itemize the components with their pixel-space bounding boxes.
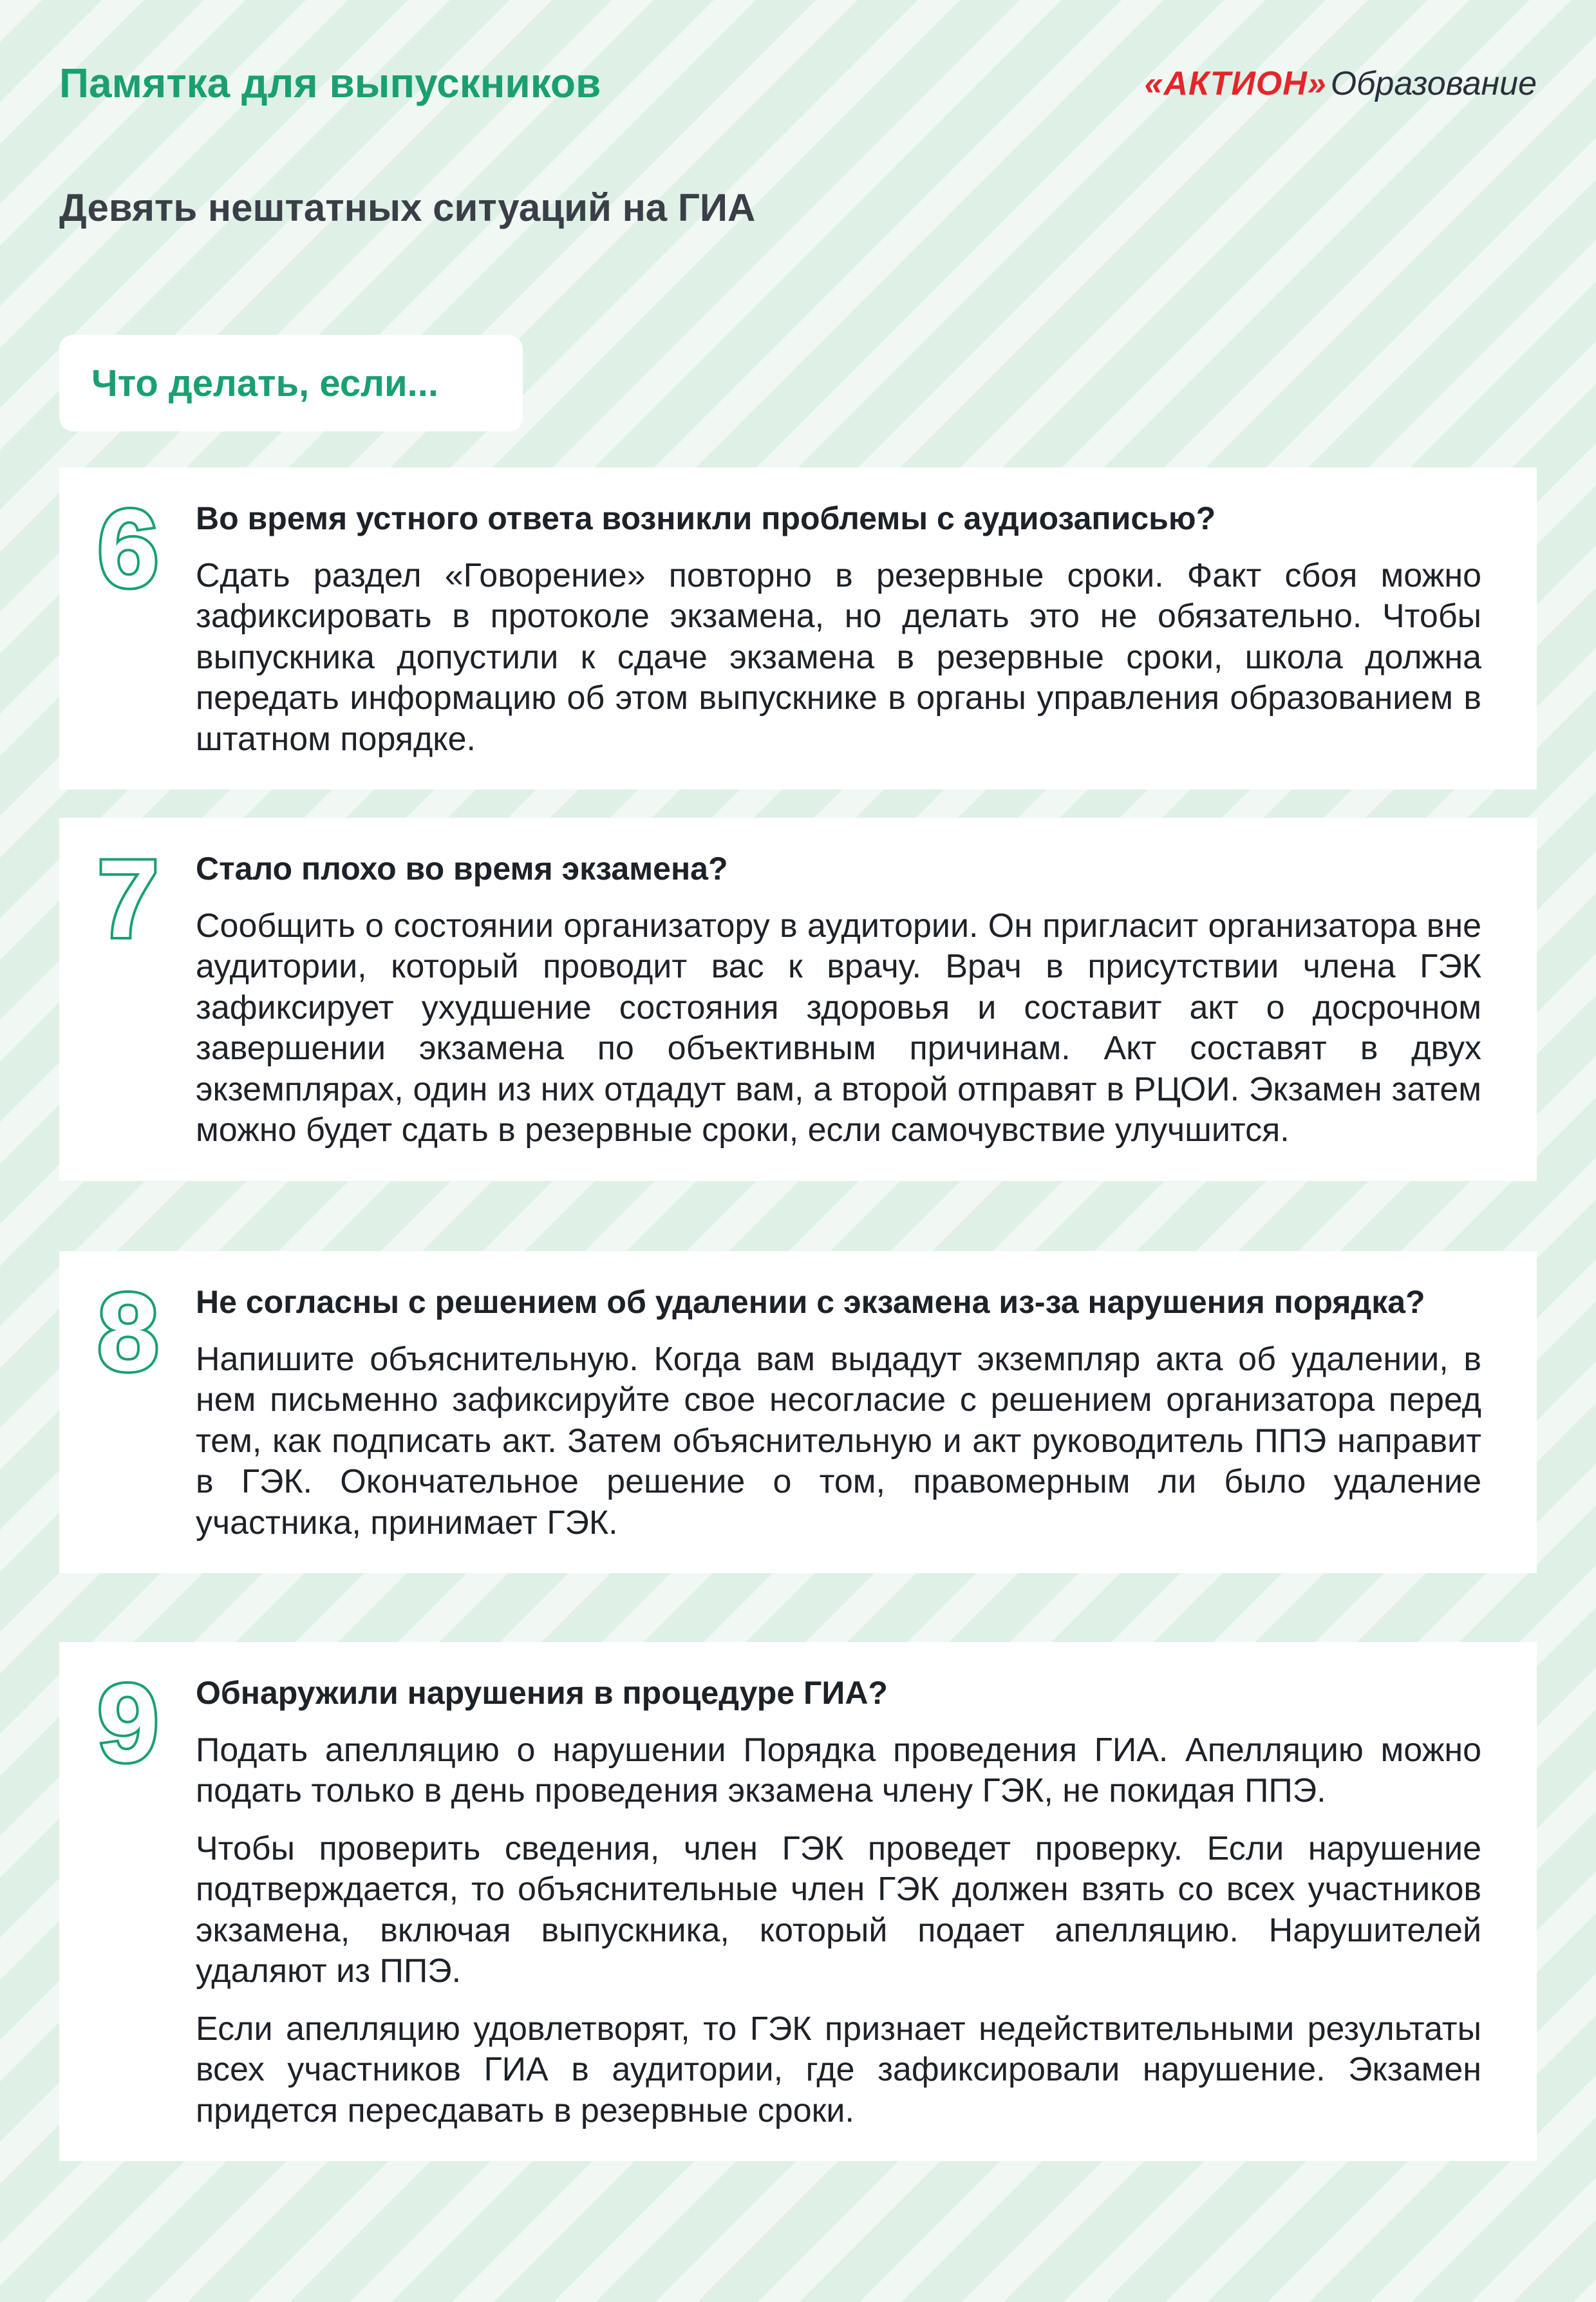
situation-card-8 (59, 1251, 1537, 1573)
situation-card-6 (59, 467, 1537, 789)
situation-number: 6 (97, 487, 159, 610)
page-title: Памятка для выпускников (59, 60, 601, 106)
situation-card-7 (59, 818, 1537, 1181)
situation-answer: Если апелляцию удовлетворят, то ГЭК признает недействительными результаты всех участников ГИА в аудитории, где зафиксировали нарушение. Экзамен придется пересдавать в резервные сроки. (196, 2010, 1481, 2129)
situation-answer: Напишите объяснительную. Когда вам выдадут экземпляр акта об удалении, в нем письменно зафиксируйте свое несогласие с решением организатора перед тем, как подписать акт. Затем объяснительную и акт руководитель ППЭ направит в ГЭК. Окончательное решение о том, правомерным ли было удаление участника, принимает ГЭК. (196, 1341, 1481, 1542)
situation-answer: Сдать раздел «Говорение» повторно в резервные сроки. Факт сбоя можно зафиксировать в протоколе экзамена, но делать это не обязательно. Чтобы выпускника допустили к сдаче экзамена в резервные сроки, школа должна передать информацию об этом выпускнике в органы управления образованием в штатном порядке. (196, 557, 1481, 758)
situation-question: Стало плохо во время экзамена? (196, 851, 728, 887)
page-subtitle: Девять нештатных ситуаций на ГИА (59, 186, 756, 229)
intro-chip: Что делать, если... (59, 335, 523, 431)
situation-number: 8 (97, 1270, 159, 1394)
situation-question: Не согласны с решением об удалении с экзамена из-за нарушения порядка? (196, 1284, 1425, 1320)
situation-answer: Сообщить о состоянии организатору в аудитории. Он пригласит организатора вне аудитории, который проводит вас к врачу. Врач в присутствии члена ГЭК зафиксирует ухудшение состояния здоровья и составит акт о досрочном завершении экзамена по объективным причинам. Акт составят в двух экземплярах, один из них отдадут вам, а второй отправят в РЦОИ. Экзамен затем можно будет сдать в резервные сроки, если самочувствие улучшится. (196, 907, 1481, 1149)
brand-logo (1145, 64, 1537, 103)
situation-card-9 (59, 1642, 1537, 2161)
situation-answer: Чтобы проверить сведения, член ГЭК проведет проверку. Если нарушение подтверждается, то объяснительные член ГЭК должен взять со всех участников экзамена, включая выпускника, который подает апелляцию. Нарушителей удаляют из ППЭ. (196, 1829, 1481, 1990)
situation-number: 7 (97, 837, 159, 961)
brand-suffix: Образование (1330, 65, 1537, 102)
situation-question: Во время устного ответа возникли проблемы с аудиозаписью? (196, 500, 1216, 536)
situation-question: Обнаружили нарушения в процедуре ГИА? (196, 1675, 888, 1711)
situation-answer: Подать апелляцию о нарушении Порядка проведения ГИА. Апелляцию можно подать только в день проведения экзамена члену ГЭК, не покидая ППЭ. (196, 1731, 1481, 1810)
brand-name: «АКТИОН» (1144, 65, 1327, 102)
situation-number: 9 (97, 1661, 159, 1785)
